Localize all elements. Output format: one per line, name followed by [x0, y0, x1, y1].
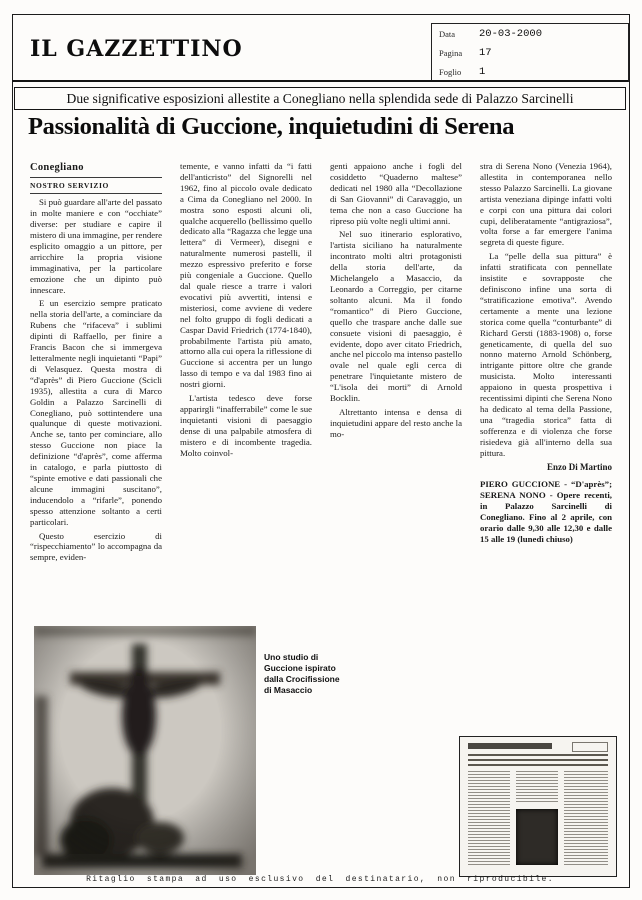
byline: Enzo Di Martino [547, 462, 612, 473]
paragraph: Altrettanto intensa e densa di inquietudini appare del resto anche la mo- [330, 406, 462, 439]
thumbnail-text-lines [516, 771, 558, 803]
strapline-text: Due significative esposizioni allestite a Conegliano nella splendida sede di Palazzo Sarcinelli [66, 90, 574, 106]
figure-caption: Uno studio di Guccione ispirato dalla Crocifissione di Masaccio [264, 652, 340, 696]
paragraph: L'artista tedesco deve forse apparirgli “inafferrabile” come le sue inquietanti visioni di paesaggio dense di una palpabile atmosfera di mistero e di incombente tragedia. Molto coinvol- [180, 393, 312, 458]
exhibition-info: PIERO GUCCIONE - “D'après”; SERENA NONO - Opere recenti, in Palazzo Sarcinelli di Conegliano. Fino al 2 aprile, con orario dalle 9,30 alle 12,30 e dalle 15 alle 19 (lunedì chiuso) [480, 478, 612, 544]
newspaper-masthead: IL GAZZETTINO [30, 36, 243, 62]
meta-value-foglio: 1 [479, 65, 486, 78]
crucifixion-artwork-image [34, 626, 256, 875]
paragraph: temente, e vanno infatti da “i fatti dell'anticristo” del Signorelli nel 1962, fino al piccolo ovale dedicato a Cima da Conegliano nel 2000. In mostra sono esposti alcuni oli, qualche acquerello (bellissimo quello dedicato alla “Ragazza che legge una lettera” di Vermeer), disegni e naturalmente numerosi pastelli, il mezzo espressivo preferito e forse più congeniale a Guccione. Quello dal quale riesce a trarre i valori evocativi più avvertiti, intensi e misteriosi, come avviene di vedere nel folto gruppo di fogli dedicati a Caspar David Friedrich (1774-1840), probabilmente l'artista più amato, attorno alla cui opera la riflessione di Guccione si accentra per un lungo lasso di tempo e va dal 1983 fino ai nostri giorni. [180, 161, 312, 390]
meta-label-data: Data [439, 28, 456, 39]
paragraph: Nel suo itinerario esplorativo, l'artista siciliano ha naturalmente incontrato molti altri protagonisti della storia dell'arte, da Michelangelo a Masaccio, da Leonardo a Correggio, per citarne soltanto alcuni. Ma il fondo “romantico” di Piero Guccione, quello che traspare anche dalle sue consuete visioni di paesaggio, è evidente, dopo aver citato Friedrich, anche nel piccolo ma intenso pastello ovale nel quale egli cerca di penetrare l'inquietante mistero de “L'isola dei morti” di Arnold Bocklin. [330, 229, 462, 404]
paragraph: Si può guardare all'arte del passato in molte maniere e con “occhiate” diverse: per studiare e capire il mistero di una immagine, per rendere esplicito omaggio a un pittore, per arricchire la propria visione immaginativa, per la particolare emozione che un dipinto può innescare. [30, 197, 162, 295]
meta-value-data: 20-03-2000 [479, 27, 543, 40]
divider [30, 193, 162, 194]
thumbnail-masthead-bar [468, 743, 552, 749]
article-column-1 [30, 161, 162, 566]
masthead-rule [12, 80, 628, 82]
paragraph: stra di Serena Nono (Venezia 1964), allestita in contemporanea nello stesso Palazzo Sarcinelli. La giovane artista veneziana dipinge infatti volti e corpi con una pittura dai colori cupi, deliberatamente “antigraziosa”, volta forse a far emergere l'anima segreta di queste figure. [480, 161, 612, 248]
thumbnail-text-lines [468, 771, 510, 865]
footer-disclaimer: Ritaglio stampa ad uso esclusivo del destinatario, non riproducibile. [86, 875, 554, 884]
paragraph: Questo esercizio di “rispecchiamento” lo accompagna da sempre, eviden- [30, 530, 162, 563]
thumbnail-meta-box [572, 742, 608, 752]
clipping-meta-box [431, 23, 629, 82]
article-column-3 [330, 161, 462, 443]
service-tag: NOSTRO SERVIZIO [30, 181, 109, 191]
thumbnail-headline-lines [468, 754, 608, 766]
meta-row-date [432, 24, 628, 43]
paragraph: genti appaiono anche i fogli del cosiddetto “Quaderno maltese” dedicati nel 1980 alla “Decollazione di San Giovanni” di Caravaggio, un tema che non a caso Guccione ha ripreso più volte negli ultimi anni. [330, 161, 462, 226]
dateline: Conegliano [30, 162, 84, 173]
divider [30, 177, 162, 178]
article-column-2 [180, 161, 312, 461]
page-thumbnail [459, 736, 617, 877]
meta-label-foglio: Foglio [439, 66, 462, 77]
article-column-4 [480, 161, 612, 545]
paragraph: E un esercizio sempre praticato nella storia dell'arte, a cominciare da Rubens che “rifaceva” i sublimi dipinti di Raffaello, per finire a Francis Bacon che si immergeva letteralmente negli inquietanti “Papi” di Velasquez. Questa mostra di “d'après” di Piero Guccione (Scicli 1935), allestita a cura di Marco Goldin a Palazzo Sarcinelli di Conegliano, può sottintendere una qualunque di queste motivazioni. Anche se, tanto per cominciare, allo stesso Guccione non piace la definizione “d'après”, come afferma in catalogo, e parla piuttosto di “spinte emotive e dati passionali che alcune immagini suscitano”, inducendolo a “rifarle”, ponendo spesso attenzione soltanto a certi particolari. [30, 298, 162, 527]
thumbnail-text-lines [564, 771, 608, 865]
meta-row-foglio [432, 62, 628, 81]
strapline-box [14, 87, 626, 110]
meta-value-pagina: 17 [479, 46, 492, 59]
thumbnail-photo [516, 809, 558, 865]
crucifixion-illustration [34, 626, 256, 875]
article-headline: Passionalità di Guccione, inquietudini di Serena [28, 113, 515, 140]
meta-label-pagina: Pagina [439, 47, 463, 58]
meta-row-page [432, 43, 628, 62]
paragraph: La “pelle della sua pittura” è infatti stratificata con pennellate insistite e sovrapposte che definiscono infine una sorta di “stratificazione emotiva”. Avendo certamente a mente una lezione storica come quella “conturbante” di Richard Gersti (1883-1908) o, forse geneticamente, di quella del suo nonno materno Arnold Schönberg, intrigante pittore oltre che grande musicista. Molto interessanti appaiono in questa prospettiva i recentissimi dipinti che Serena Nono ha dedicato al tema della Passione, una “tragedia storica” fatta di sofferenza e di violenza che forse risiedeva già all'interno della sua pittura. [480, 251, 612, 458]
